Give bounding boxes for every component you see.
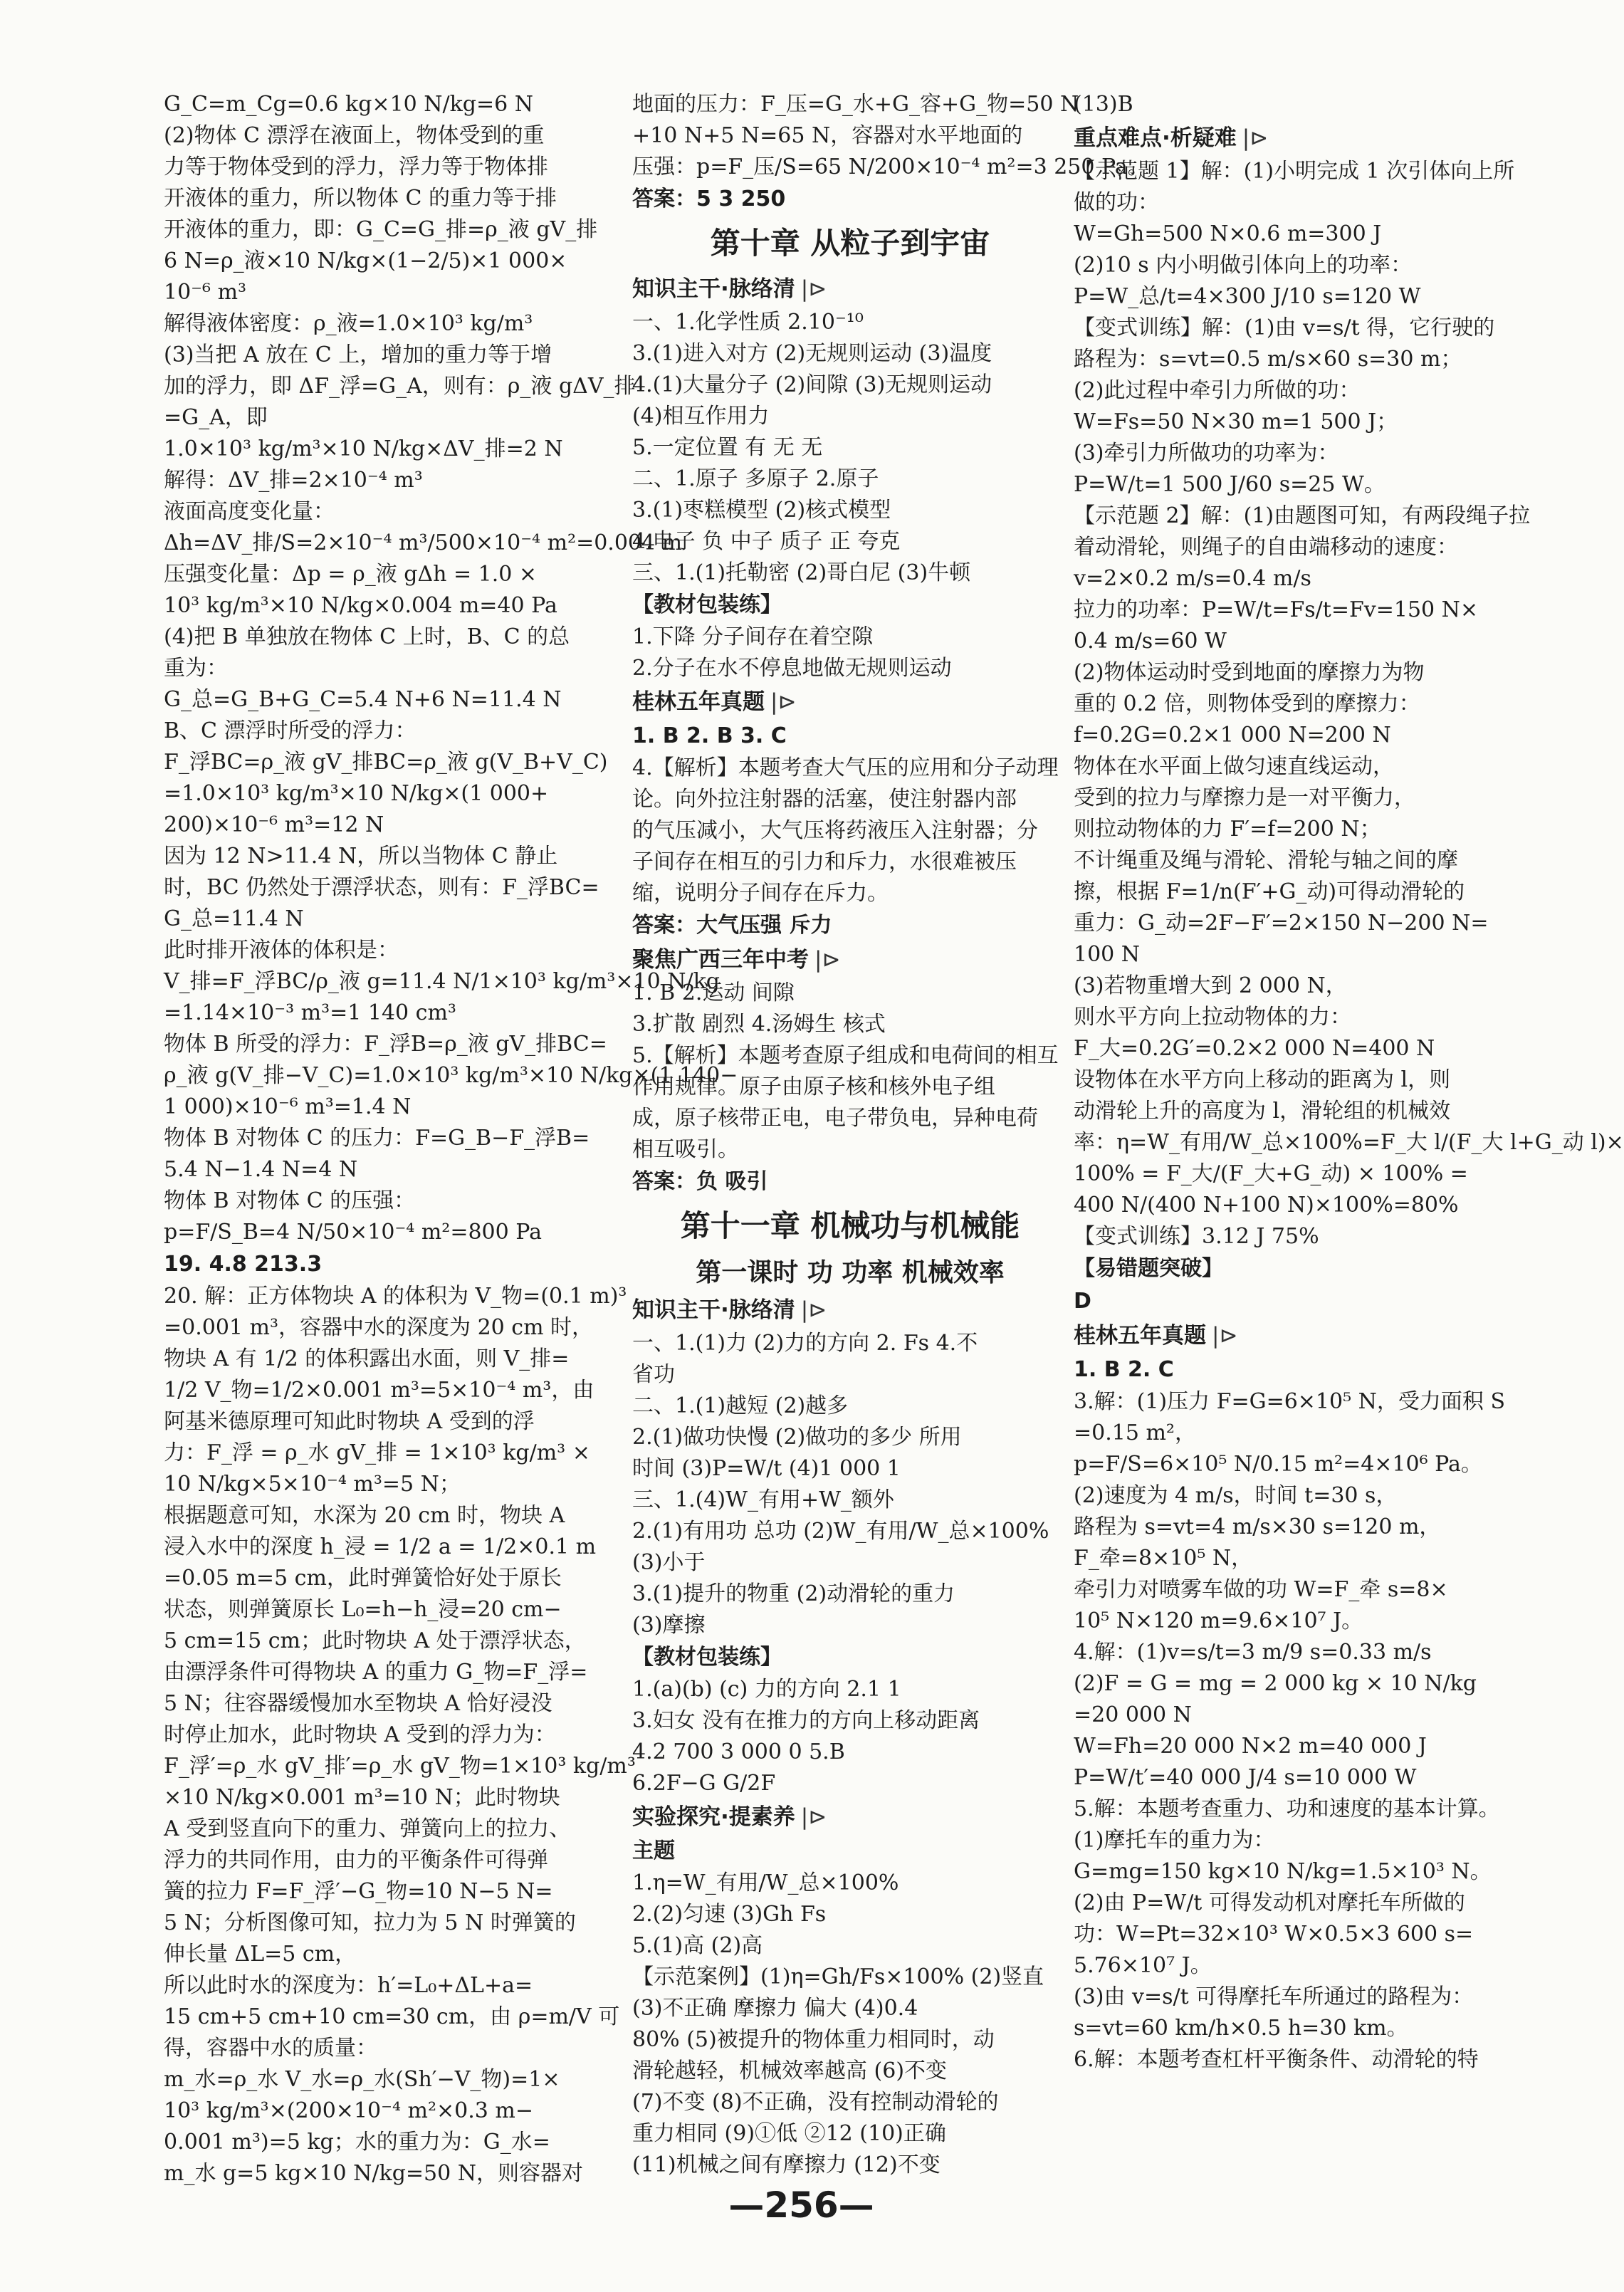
- text-line: 10⁵ N×120 m=9.6×10⁷ J。: [1074, 1608, 1363, 1633]
- section-marker-icon: |⊳: [1242, 125, 1269, 151]
- text-line: (3)由 v=s/t 可得摩托车所通过的路程为：: [1074, 1984, 1474, 2009]
- text-line: 率：η=W_有用/W_总×100%=F_大 l/(F_大 l+G_动 l)×: [1074, 1130, 1624, 1155]
- text-line: 物体在水平面上做匀速直线运动，: [1074, 754, 1394, 779]
- answer-line: D: [1074, 1289, 1091, 1314]
- text-line: 5.一定位置 有 无 无: [632, 435, 823, 460]
- text-line: F_浮′=ρ_水 gV_排′=ρ_水 gV_物=1×10³ kg/m³: [164, 1754, 636, 1779]
- text-line: 阿基米德原理可知此时物块 A 受到的浮: [164, 1409, 535, 1434]
- answer-line: 1. B 2. C: [1074, 1357, 1174, 1382]
- text-line: (2)物体运动时受到地面的摩擦力为物: [1074, 660, 1425, 685]
- text-line: (2)速度为 4 m/s，时间 t=30 s，: [1074, 1483, 1398, 1508]
- answer-line: 答案：大气压强 斥力: [632, 913, 832, 938]
- text-line: 【示范题 1】解：(1)小明完成 1 次引体向上所: [1074, 159, 1515, 184]
- text-line: (3)不正确 摩擦力 偏大 (4)0.4: [632, 1996, 918, 2021]
- text-line: P=W/t=1 500 J/60 s=25 W。: [1074, 472, 1385, 497]
- text-line: 一、1.化学性质 2.10⁻¹⁰: [632, 310, 864, 335]
- text-line: =0.05 m=5 cm，此时弹簧恰好处于原长: [164, 1566, 562, 1591]
- text-line: 3.(1)进入对方 (2)无规则运动 (3)温度: [632, 341, 992, 366]
- text-line: 3.解：(1)压力 F=G=6×10⁵ N，受力面积 S: [1074, 1389, 1506, 1414]
- text-line: =0.15 m²，: [1074, 1420, 1196, 1445]
- text-line: 重的 0.2 倍，则物体受到的摩擦力：: [1074, 691, 1420, 716]
- text-line: 6 N=ρ_液×10 N/kg×(1−2/5)×1 000×: [164, 248, 567, 273]
- text-line: =1.14×10⁻³ m³=1 140 cm³: [164, 1000, 456, 1025]
- text-line: f=0.2G=0.2×1 000 N=200 N: [1074, 723, 1391, 748]
- lesson-title: 第一课时 功 功率 机械效率: [696, 1258, 1005, 1287]
- text-line: 作用规律。原子由原子核和核外电子组: [632, 1074, 995, 1099]
- text-line: 路程为 s=vt=4 m/s×30 s=120 m，: [1074, 1514, 1441, 1539]
- text-line: 一、1.(1)力 (2)力的方向 2. Fs 4.不: [632, 1331, 978, 1356]
- text-line: 开液体的重力，所以物体 C 的重力等于排: [164, 186, 557, 211]
- section-heading: 聚焦广西三年中考 |⊳: [632, 947, 841, 973]
- text-line: +10 N+5 N=65 N，容器对水平地面的: [632, 123, 1023, 148]
- text-line: 1.下降 分子间存在着空隙: [632, 624, 874, 649]
- text-line: 1.0×10³ kg/m³×10 N/kg×ΔV_排=2 N: [164, 436, 563, 461]
- text-line: p=F/S_B=4 N/50×10⁻⁴ m²=800 Pa: [164, 1220, 542, 1245]
- text-line: 重力：G_动=2F−F′=2×150 N−200 N=: [1074, 911, 1489, 936]
- text-line: 则水平方向上拉动物体的力：: [1074, 1005, 1351, 1030]
- text-line: ×10 N/kg×0.001 m³=10 N；此时物块: [164, 1785, 560, 1810]
- answer-line: 答案：5 3 250: [632, 187, 786, 211]
- section-heading: 知识主干·脉络清 |⊳: [632, 1297, 827, 1323]
- text-line: (3)小于: [632, 1550, 706, 1575]
- text-line: 1.(a)(b) (c) 力的方向 2.1 1: [632, 1677, 901, 1702]
- text-line: 5.【解析】本题考查原子组成和电荷间的相互: [632, 1043, 1059, 1068]
- text-line: ρ_液 g(V_排−V_C)=1.0×10³ kg/m³×10 N/kg×(1 140−: [164, 1063, 738, 1088]
- text-line: 【变式训练】解：(1)由 v=s/t 得，它行驶的: [1074, 315, 1495, 340]
- text-line: 伸长量 ΔL=5 cm，: [164, 1942, 357, 1967]
- text-line: 地面的压力：F_压=G_水+G_容+G_物=50 N: [632, 92, 1079, 117]
- text-line: 3.(1)提升的物重 (2)动滑轮的重力: [632, 1581, 955, 1606]
- text-line: 受到的拉力与摩擦力是一对平衡力，: [1074, 785, 1415, 810]
- text-line: 擦，根据 F=1/n(F′+G_动)可得动滑轮的: [1074, 879, 1465, 904]
- text-line: (7)不变 (8)不正确，没有控制动滑轮的: [632, 2090, 999, 2115]
- section-heading: 桂林五年真题 |⊳: [632, 689, 797, 715]
- text-line: 由漂浮条件可得物块 A 的重力 G_物=F_浮=: [164, 1660, 588, 1685]
- text-line: 得，容器中水的质量：: [164, 2036, 377, 2061]
- text-line: 5.(1)高 (2)高: [632, 1933, 763, 1958]
- section-heading: 桂林五年真题 |⊳: [1074, 1323, 1238, 1349]
- text-line: (3)牵引力所做功的功率为：: [1074, 441, 1339, 466]
- text-line: (2)此过程中牵引力所做的功：: [1074, 378, 1361, 403]
- text-line: (2)10 s 内小明做引体向上的功率：: [1074, 253, 1413, 278]
- text-line: 相互吸引。: [632, 1137, 739, 1162]
- text-line: 20. 解：正方体物块 A 的体积为 V_物=(0.1 m)³: [164, 1284, 627, 1309]
- text-line: W=Gh=500 N×0.6 m=300 J: [1074, 221, 1382, 246]
- text-line: 拉力的功率：P=W/t=Fs/t=Fv=150 N×: [1074, 597, 1479, 622]
- section-marker-icon: |⊳: [1212, 1323, 1238, 1349]
- text-line: 路程为：s=vt=0.5 m/s×60 s=30 m；: [1074, 347, 1462, 372]
- section-marker-icon: |⊳: [800, 276, 827, 302]
- text-line: 省功: [632, 1362, 675, 1387]
- text-line: 10 N/kg×5×10⁻⁴ m³=5 N；: [164, 1472, 461, 1497]
- text-line: 1.η=W_有用/W_总×100%: [632, 1870, 899, 1895]
- text-line: 【示范题 2】解：(1)由题图可知，有两段绳子拉: [1074, 503, 1531, 528]
- text-line: G_C=m_Cg=0.6 kg×10 N/kg=6 N: [164, 92, 534, 117]
- text-line: 物体 B 所受的浮力：F_浮B=ρ_液 gV_排BC=: [164, 1032, 607, 1057]
- text-line: 1. B 2.运动 间隙: [632, 980, 795, 1005]
- text-line: G=mg=150 kg×10 N/kg=1.5×10³ N。: [1074, 1859, 1492, 1884]
- text-line: 牵引力对喷雾车做的功 W=F_牵 s=8×: [1074, 1577, 1448, 1602]
- text-line: v=2×0.2 m/s=0.4 m/s: [1074, 566, 1311, 591]
- text-line: 子间存在相互的引力和斥力，水很难被压: [632, 849, 1017, 874]
- text-line: 5.76×10⁷ J。: [1074, 1953, 1212, 1978]
- text-line: 加的浮力，即 ΔF_浮=G_A，则有：ρ_液 gΔV_排: [164, 374, 636, 399]
- text-line: 4.2 700 3 000 0 5.B: [632, 1739, 845, 1764]
- text-line: 功：W=Pt=32×10³ W×0.5×3 600 s=: [1074, 1922, 1474, 1947]
- text-line: W=Fs=50 N×30 m=1 500 J；: [1074, 409, 1398, 434]
- bracket-label: 主题: [632, 1838, 675, 1863]
- text-line: (2)F = G = mg = 2 000 kg × 10 N/kg: [1074, 1671, 1477, 1696]
- text-line: 物体 B 对物体 C 的压力：F=G_B−F_浮B=: [164, 1126, 590, 1151]
- text-line: 根据题意可知，水深为 20 cm 时，物块 A: [164, 1503, 565, 1528]
- text-line: =0.001 m³，容器中水的深度为 20 cm 时，: [164, 1315, 594, 1340]
- text-line: 10⁻⁶ m³: [164, 280, 247, 305]
- text-line: 10³ kg/m³×(200×10⁻⁴ m²×0.3 m−: [164, 2098, 533, 2123]
- text-line: 5 cm=15 cm；此时物块 A 处于漂浮状态，: [164, 1628, 586, 1653]
- text-line: 5.解：本题考查重力、功和速度的基本计算。: [1074, 1796, 1500, 1821]
- text-line: 100% = F_大/(F_大+G_动) × 100% =: [1074, 1161, 1468, 1186]
- text-line: 论。向外拉注射器的活塞，使注射器内部: [632, 787, 1017, 812]
- text-line: (3)当把 A 放在 C 上，增加的重力等于增: [164, 342, 552, 367]
- text-line: (11)机械之间有摩擦力 (12)不变: [632, 2152, 941, 2177]
- section-heading: 实验探究·提素养 |⊳: [632, 1804, 827, 1830]
- text-line: 10³ kg/m³×10 N/kg×0.004 m=40 Pa: [164, 593, 557, 618]
- text-line: 时，BC 仍然处于漂浮状态，则有：F_浮BC=: [164, 875, 599, 900]
- text-line: 4.电子 负 中子 质子 正 夸克: [632, 529, 901, 554]
- text-line: Δh=ΔV_排/S=2×10⁻⁴ m³/500×10⁻⁴ m²=0.004 m: [164, 530, 683, 555]
- text-line: F_牵=8×10⁵ N，: [1074, 1546, 1253, 1571]
- chapter-title: 第十章 从粒子到宇宙: [710, 226, 990, 261]
- text-line: 6.解：本题考查杠杆平衡条件、动滑轮的特: [1074, 2047, 1479, 2072]
- text-line: m_水=ρ_水 V_水=ρ_水(Sh′−V_物)=1×: [164, 2067, 560, 2092]
- text-line: s=vt=60 km/h×0.5 h=30 km。: [1074, 2016, 1408, 2041]
- text-line: (2)物体 C 漂浮在液面上，物体受到的重: [164, 123, 545, 148]
- text-line: 物块 A 有 1/2 的体积露出水面，则 V_排=: [164, 1346, 570, 1371]
- text-line: 所以此时水的深度为：h′=L₀+ΔL+a=: [164, 1973, 533, 1998]
- text-line: 三、1.(1)托勒密 (2)哥白尼 (3)牛顿: [632, 560, 971, 585]
- text-line: 不计绳重及绳与滑轮、滑轮与轴之间的摩: [1074, 848, 1458, 873]
- text-line: P=W_总/t=4×300 J/10 s=120 W: [1074, 284, 1421, 309]
- text-line: 的气压减小，大气压将药液压入注射器；分: [632, 818, 1038, 843]
- text-line: 滑轮越轻，机械效率越高 (6)不变: [632, 2058, 948, 2083]
- text-line: 压强变化量：Δp = ρ_液 gΔh = 1.0 ×: [164, 562, 538, 587]
- text-line: 4.(1)大量分子 (2)间隙 (3)无规则运动: [632, 372, 992, 397]
- text-line: 3.(1)枣糕模型 (2)核式模型: [632, 498, 891, 523]
- text-line: 力：F_浮 = ρ_水 gV_排 = 1×10³ kg/m³ ×: [164, 1440, 590, 1465]
- section-heading: 重点难点·析疑难 |⊳: [1074, 125, 1269, 151]
- text-line: =G_A，即: [164, 405, 268, 430]
- text-line: 解得液体密度：ρ_液=1.0×10³ kg/m³: [164, 311, 533, 336]
- text-line: 15 cm+5 cm+10 cm=30 cm，由 ρ=m/V 可: [164, 2004, 620, 2029]
- answer-line: 19. 4.8 213.3: [164, 1252, 323, 1277]
- text-line: 则拉动物体的力 F′=f=200 N；: [1074, 817, 1381, 842]
- text-line: 解得：ΔV_排=2×10⁻⁴ m³: [164, 468, 423, 493]
- section-marker-icon: |⊳: [814, 947, 841, 973]
- text-line: (13)B: [1074, 92, 1133, 117]
- bracket-label: 【教材包装练】: [632, 1645, 782, 1670]
- text-line: 浮力的共同作用，由力的平衡条件可得弹: [164, 1848, 548, 1873]
- text-line: 簧的拉力 F=F_浮′−G_物=10 N−5 N=: [164, 1879, 553, 1904]
- text-line: 400 N/(400 N+100 N)×100%=80%: [1074, 1193, 1459, 1218]
- text-line: V_排=F_浮BC/ρ_液 g=11.4 N/1×10³ kg/m³×10 N/kg: [164, 969, 720, 994]
- text-line: 0.4 m/s=60 W: [1074, 629, 1227, 654]
- text-line: (4)把 B 单独放在物体 C 上时，B、C 的总: [164, 624, 570, 649]
- text-line: 4.解：(1)v=s/t=3 m/9 s=0.33 m/s: [1074, 1640, 1432, 1665]
- text-line: 二、1.原子 多原子 2.原子: [632, 466, 879, 491]
- text-line: 80% (5)被提升的物体重力相同时，动: [632, 2027, 995, 2052]
- text-line: 物体 B 对物体 C 的压强：: [164, 1188, 416, 1213]
- text-line: 0.001 m³)=5 kg；水的重力为：G_水=: [164, 2130, 550, 2155]
- text-line: 因为 12 N>11.4 N，所以当物体 C 静止: [164, 844, 558, 869]
- text-line: p=F/S=6×10⁵ N/0.15 m²=4×10⁶ Pa。: [1074, 1452, 1482, 1477]
- text-line: F_浮BC=ρ_液 gV_排BC=ρ_液 g(V_B+V_C): [164, 750, 608, 775]
- text-line: m_水 g=5 kg×10 N/kg=50 N，则容器对: [164, 2161, 584, 2186]
- text-line: W=Fh=20 000 N×2 m=40 000 J: [1074, 1734, 1427, 1759]
- text-line: 二、1.(1)越短 (2)越多: [632, 1393, 849, 1418]
- text-line: 5.4 N−1.4 N=4 N: [164, 1157, 358, 1182]
- section-heading: 知识主干·脉络清 |⊳: [632, 276, 827, 302]
- text-line: 6.2F−G G/2F: [632, 1771, 776, 1796]
- text-line: (1)摩托车的重力为：: [1074, 1828, 1275, 1853]
- text-line: (2)由 P=W/t 可得发动机对摩托车所做的: [1074, 1890, 1465, 1915]
- text-line: 100 N: [1074, 942, 1141, 967]
- text-line: 液面高度变化量：: [164, 499, 335, 524]
- text-line: G_总=11.4 N: [164, 906, 304, 931]
- answer-line: 1. B 2. B 3. C: [632, 723, 787, 748]
- chapter-title: 第十一章 机械功与机械能: [680, 1208, 1020, 1243]
- text-line: 【变式训练】3.12 J 75%: [1074, 1224, 1319, 1249]
- text-line: 状态，则弹簧原长 L₀=h−h_浸=20 cm−: [164, 1597, 562, 1622]
- section-marker-icon: |⊳: [800, 1297, 827, 1323]
- text-line: 此时排开液体的体积是：: [164, 938, 399, 963]
- text-line: (3)摩擦: [632, 1613, 706, 1638]
- text-line: 5 N；分析图像可知，拉力为 5 N 时弹簧的: [164, 1910, 576, 1935]
- text-line: G_总=G_B+G_C=5.4 N+6 N=11.4 N: [164, 687, 562, 712]
- text-line: 重为：: [164, 656, 228, 681]
- text-line: 2.(1)做功快慢 (2)做功的多少 所用: [632, 1425, 962, 1450]
- text-line: 1/2 V_物=1/2×0.001 m³=5×10⁻⁴ m³，由: [164, 1378, 594, 1403]
- text-line: 力等于物体受到的浮力，浮力等于物体排: [164, 155, 548, 179]
- text-line: 5 N；往容器缓慢加水至物块 A 恰好浸没: [164, 1691, 552, 1716]
- text-line: =20 000 N: [1074, 1702, 1192, 1727]
- text-line: 重力相同 (9)①低 ②12 (10)正确: [632, 2121, 946, 2146]
- bracket-label: 【教材包装练】: [632, 592, 782, 617]
- text-line: 动滑轮上升的高度为 l，滑轮组的机械效: [1074, 1099, 1451, 1124]
- text-line: 浸入水中的深度 h_浸 = 1/2 a = 1/2×0.1 m: [164, 1534, 597, 1559]
- section-marker-icon: |⊳: [770, 689, 797, 715]
- text-line: 3.妇女 没有在推力的方向上移动距离: [632, 1708, 980, 1733]
- text-line: 2.(1)有用功 总功 (2)W_有用/W_总×100%: [632, 1519, 1049, 1544]
- text-line: F_大=0.2G′=0.2×2 000 N=400 N: [1074, 1036, 1435, 1061]
- text-line: 2.分子在水不停息地做无规则运动: [632, 656, 952, 681]
- text-line: 【示范案例】(1)η=Gh/Fs×100% (2)竖直: [632, 1964, 1044, 1989]
- text-line: P=W/t′=40 000 J/4 s=10 000 W: [1074, 1765, 1417, 1790]
- text-line: 200)×10⁻⁶ m³=12 N: [164, 812, 384, 837]
- section-marker-icon: |⊳: [800, 1804, 827, 1830]
- text-line: 时间 (3)P=W/t (4)1 000 1: [632, 1456, 901, 1481]
- text-line: 做的功：: [1074, 190, 1159, 215]
- text-line: 着动滑轮，则绳子的自由端移动的速度：: [1074, 535, 1458, 560]
- text-line: 设物体在水平方向上移动的距离为 l，则: [1074, 1067, 1451, 1092]
- text-line: 成，原子核带正电，电子带负电，异种电荷: [632, 1106, 1038, 1131]
- text-line: 时停止加水，此时物块 A 受到的浮力为：: [164, 1722, 556, 1747]
- text-line: 缩，说明分子间存在斥力。: [632, 881, 889, 906]
- text-line: 1 000)×10⁻⁶ m³=1.4 N: [164, 1094, 412, 1119]
- answer-column-right: [1074, 89, 1624, 2197]
- text-line: =1.0×10³ kg/m³×10 N/kg×(1 000+: [164, 781, 549, 806]
- page-number: —256—: [728, 2184, 874, 2226]
- text-line: (4)相互作用力: [632, 404, 770, 429]
- text-line: (3)若物重增大到 2 000 N，: [1074, 973, 1347, 998]
- text-line: A 受到竖直向下的重力、弹簧向上的拉力、: [164, 1816, 571, 1841]
- text-line: 开液体的重力，即：G_C=G_排=ρ_液 gV_排: [164, 217, 598, 242]
- text-line: 2.(2)匀速 (3)Gh Fs: [632, 1902, 827, 1927]
- text-line: 三、1.(4)W_有用+W_额外: [632, 1487, 894, 1512]
- text-line: B、C 漂浮时所受的浮力：: [164, 718, 417, 743]
- text-line: 4.【解析】本题考查大气压的应用和分子动理: [632, 755, 1059, 780]
- answer-line: 答案：负 吸引: [632, 1169, 768, 1194]
- text-line: 压强：p=F_压/S=65 N/200×10⁻⁴ m²=3 250 Pa。: [632, 155, 1149, 179]
- bracket-label: 【易错题突破】: [1074, 1256, 1223, 1281]
- text-line: 3.扩散 剧烈 4.汤姆生 核式: [632, 1012, 886, 1037]
